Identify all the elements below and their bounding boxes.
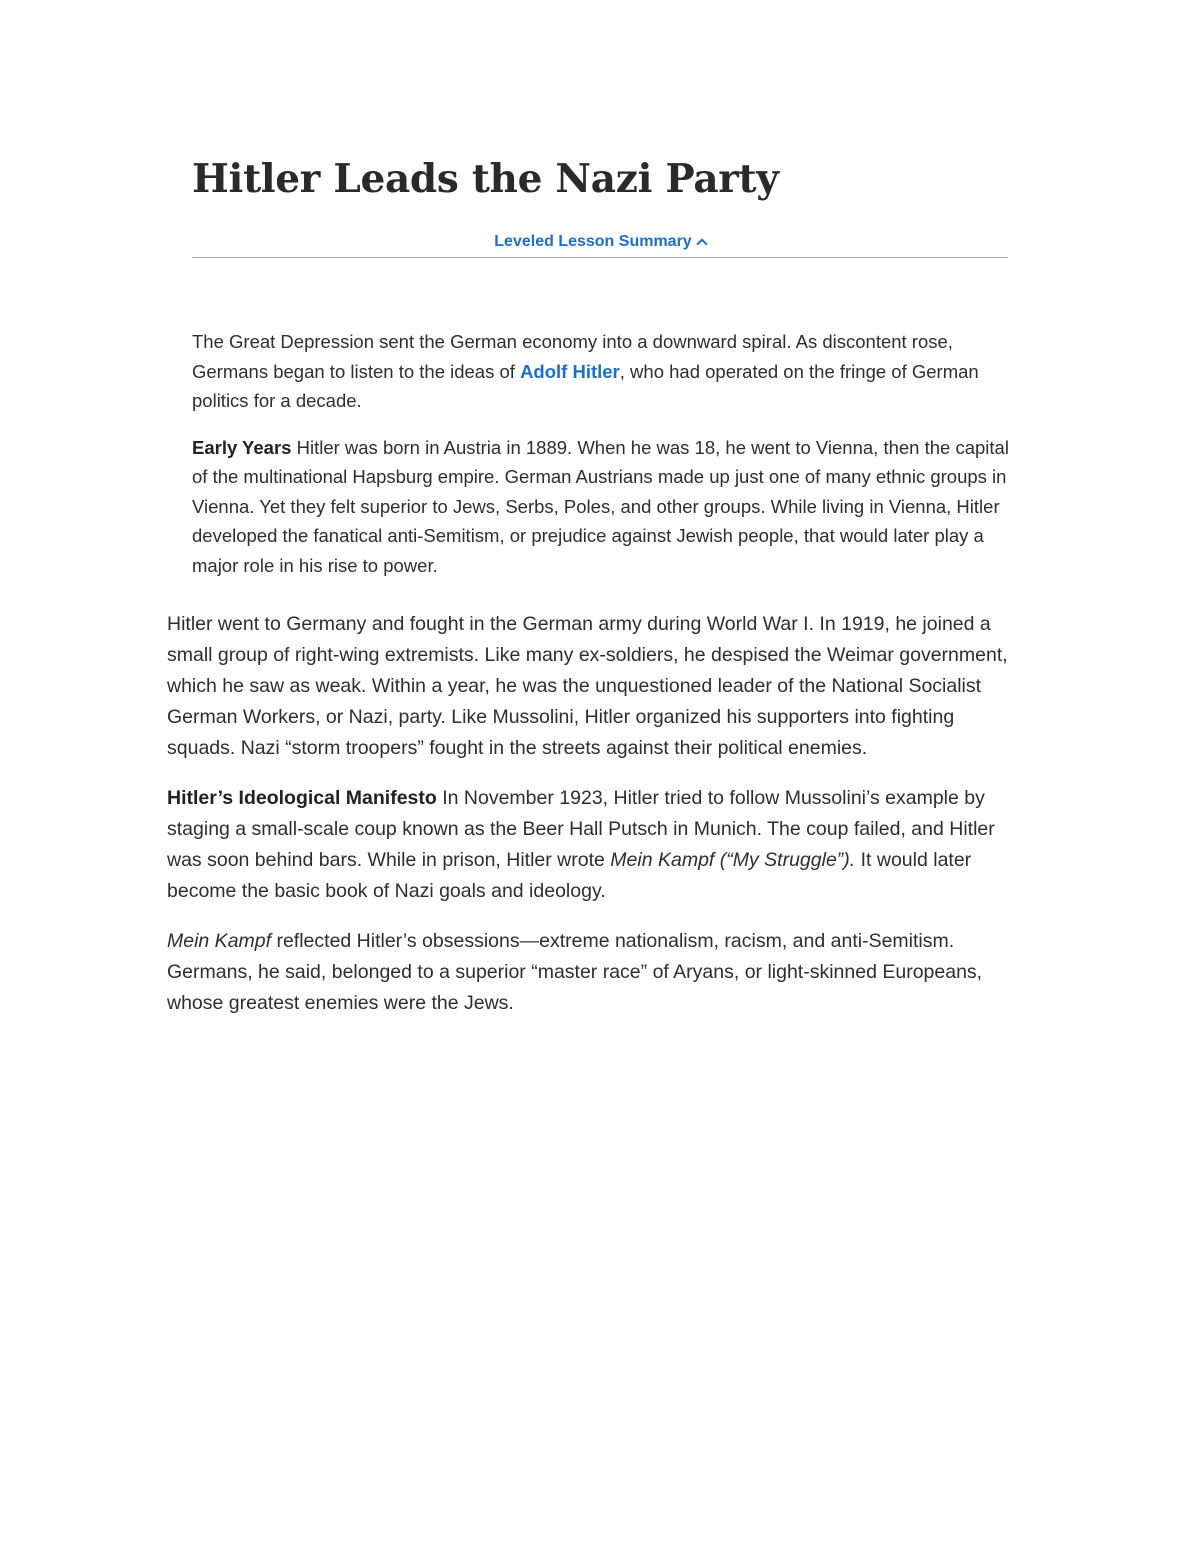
mein-kampf-title-2: Mein Kampf	[167, 930, 272, 952]
lesson-summary	[192, 327, 1012, 597]
early-years-heading: Early Years	[192, 436, 292, 458]
chevron-up-icon	[696, 238, 707, 249]
page-title: Hitler Leads the Nazi Party	[192, 156, 779, 202]
summary-toggle-label: Leveled Lesson Summary	[494, 233, 692, 250]
body-p2-text-before: In November 1923, Hitler tried to follow Mussolini’s example by staging a small-scale coup known as the Beer Hall Putsch in Munich. The coup failed, and Hitler was soon behind bars. While in prison, Hitler wrote	[167, 787, 995, 871]
mein-kampf-title: Mein Kampf (“My Struggle”).	[610, 849, 856, 871]
body-p3-text-after: reflected Hitler’s obsessions—extreme nationalism, racism, and anti-Semitism. Germans, he said, belonged to a superior “master race” of Aryans, or light-skinned Europeans, whose greatest enemies were the Jews.	[167, 930, 983, 1014]
summary-bar	[192, 230, 1008, 258]
ideological-manifesto-heading: Hitler’s Ideological Manifesto	[167, 787, 437, 809]
summary-paragraph-2	[192, 433, 1012, 581]
body-paragraph-2	[167, 783, 1027, 907]
summary-p2-text: Hitler was born in Austria in 1889. When he was 18, he went to Vienna, then the capital of the multinational Hapsburg empire. German Austrians made up just one of many ethnic groups in Vienna. Yet they felt superior to Jews, Serbs, Poles, and other groups. While living in Vienna, Hitler developed the fanatical anti-Semitism, or prejudice against Jewish people, that would later play a major role in his rise to power.	[192, 436, 1009, 576]
summary-paragraph-1	[192, 327, 1012, 416]
body-p2-text-after: It would later become the basic book of Nazi goals and ideology.	[167, 849, 972, 902]
lesson-body	[167, 609, 1027, 1038]
summary-p1-text-before: The Great Depression sent the German economy into a downward spiral. As discontent rose, Germans began to listen to the ideas of	[192, 331, 953, 382]
body-paragraph-3	[167, 926, 1027, 1019]
summary-p1-text-after: , who had operated on the fringe of German politics for a decade.	[192, 360, 979, 411]
leveled-lesson-summary-toggle[interactable]	[494, 230, 705, 254]
body-paragraph-1: Hitler went to Germany and fought in the German army during World War I. In 1919, he joined a small group of right-wing extremists. Like many ex-soldiers, he despised the Weimar government, which he saw as weak. Within a year, he was the unquestioned leader of the National Socialist German Workers, or Nazi, party. Like Mussolini, Hitler organized his supporters into fighting squads. Nazi “storm troopers” fought in the streets against their political enemies.	[167, 613, 1008, 759]
adolf-hitler-link[interactable]: Adolf Hitler	[520, 360, 620, 382]
